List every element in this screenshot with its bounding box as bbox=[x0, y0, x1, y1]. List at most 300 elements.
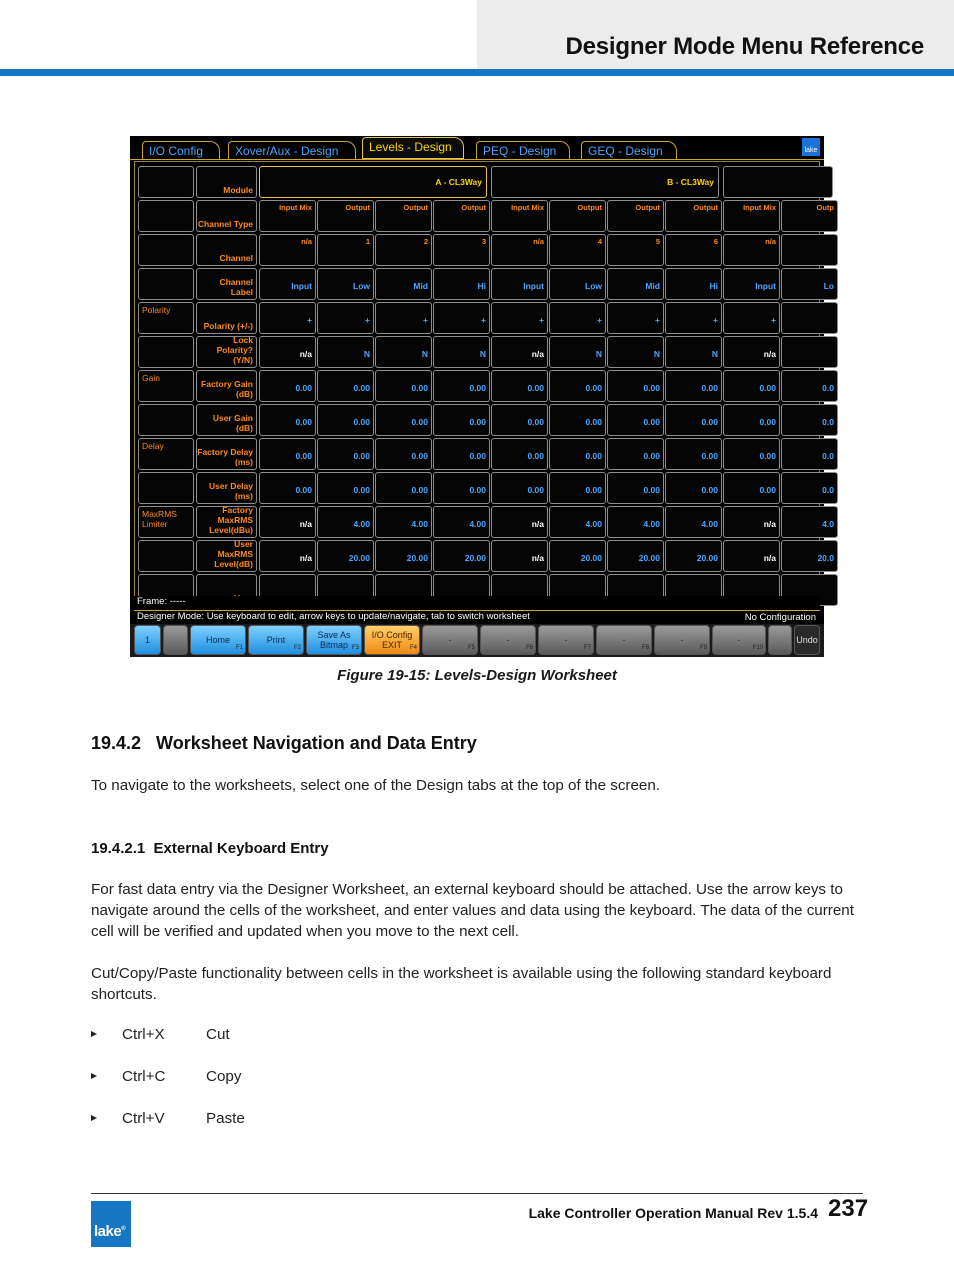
module-name: A - CL3Way bbox=[435, 177, 482, 187]
cell-value: 0.00 bbox=[585, 451, 602, 461]
cell-value: 20.00 bbox=[580, 553, 602, 563]
cell-value: 4.00 bbox=[411, 519, 428, 529]
category-label: MaxRMS Limiter bbox=[142, 509, 177, 529]
cell-value: 0.00 bbox=[759, 485, 776, 495]
function-key-number: F7 bbox=[583, 645, 591, 651]
worksheet-cell[interactable] bbox=[375, 336, 432, 368]
cell-value: n/a bbox=[299, 349, 312, 359]
worksheet-cell[interactable] bbox=[375, 234, 432, 266]
worksheet-cell[interactable] bbox=[375, 302, 432, 334]
cell-value: Outp bbox=[816, 203, 834, 212]
cell-value: 0.00 bbox=[585, 417, 602, 427]
cell-value: Input bbox=[291, 281, 312, 291]
cell-value: + bbox=[365, 315, 370, 325]
worksheet-cell[interactable] bbox=[781, 540, 838, 572]
cell-value: + bbox=[423, 315, 428, 325]
cell-value: n/a bbox=[763, 519, 776, 529]
cell-value: 4.00 bbox=[643, 519, 660, 529]
cell-value: 0.00 bbox=[295, 383, 312, 393]
cell-value: N bbox=[421, 349, 428, 359]
worksheet-cell[interactable] bbox=[723, 302, 780, 334]
row-label-cell bbox=[196, 404, 257, 436]
worksheet-cell[interactable] bbox=[375, 472, 432, 504]
cell-value: 0.00 bbox=[469, 383, 486, 393]
worksheet-cell[interactable] bbox=[549, 438, 606, 470]
worksheet-cell[interactable] bbox=[259, 336, 316, 368]
row-label-cell bbox=[196, 234, 257, 266]
function-key-number: F5 bbox=[467, 645, 475, 651]
worksheet-cell[interactable] bbox=[549, 404, 606, 436]
function-key-number: F1 bbox=[235, 645, 243, 651]
worksheet-cell[interactable] bbox=[433, 404, 490, 436]
worksheet-cell[interactable] bbox=[665, 302, 722, 334]
worksheet-cell[interactable] bbox=[723, 404, 780, 436]
module-header-c bbox=[723, 166, 833, 198]
worksheet-cell[interactable] bbox=[723, 506, 780, 538]
worksheet-cell[interactable] bbox=[259, 438, 316, 470]
worksheet-cell[interactable] bbox=[317, 234, 374, 266]
worksheet-cell[interactable] bbox=[433, 268, 490, 300]
cell-value: n/a bbox=[531, 349, 544, 359]
cell-value: 0.00 bbox=[469, 417, 486, 427]
footer-rule bbox=[91, 1193, 863, 1194]
cell-value: 20.00 bbox=[464, 553, 486, 563]
function-key-f2[interactable] bbox=[248, 625, 304, 655]
tab-xover-aux-design[interactable]: Xover/Aux - Design bbox=[228, 141, 356, 159]
worksheet-cell[interactable] bbox=[665, 370, 722, 402]
status-bar bbox=[134, 610, 820, 623]
cell-value: 3 bbox=[481, 237, 486, 246]
worksheet-cell[interactable] bbox=[317, 370, 374, 402]
worksheet-cell[interactable] bbox=[781, 472, 838, 504]
cell-value: n/a bbox=[533, 237, 544, 246]
worksheet-cell[interactable] bbox=[781, 438, 838, 470]
worksheet-cell[interactable] bbox=[317, 336, 374, 368]
cell-value: Lo bbox=[823, 281, 834, 291]
cell-value: 0.00 bbox=[759, 451, 776, 461]
cell-value: 4.00 bbox=[585, 519, 602, 529]
function-key-number: F4 bbox=[409, 645, 417, 651]
footer-manual-title: Lake Controller Operation Manual Rev 1.5.4 bbox=[528, 1205, 818, 1221]
cell-value: Output bbox=[345, 203, 370, 212]
function-key-f4[interactable] bbox=[364, 625, 420, 655]
worksheet-cell[interactable] bbox=[491, 404, 548, 436]
cell-value: 0.0 bbox=[822, 451, 834, 461]
frame-readout: Frame: ----- bbox=[134, 596, 820, 610]
cell-value: 0.00 bbox=[295, 417, 312, 427]
function-key-label: Save As Bitmap bbox=[317, 630, 351, 650]
worksheet-cell[interactable] bbox=[375, 506, 432, 538]
shortcut-key: Ctrl+V bbox=[122, 1110, 165, 1127]
cell-value: 0.00 bbox=[295, 485, 312, 495]
category-cell bbox=[138, 166, 194, 198]
cell-value: Mid bbox=[413, 281, 428, 291]
function-key-label: Undo bbox=[796, 635, 818, 645]
row-label-cell bbox=[196, 200, 257, 232]
worksheet-cell[interactable] bbox=[723, 234, 780, 266]
cell-value: 1 bbox=[365, 237, 370, 246]
worksheet-cell[interactable] bbox=[607, 268, 664, 300]
cell-value: 0.00 bbox=[411, 417, 428, 427]
function-key-label: - bbox=[448, 635, 452, 645]
worksheet-cell[interactable] bbox=[549, 234, 606, 266]
page-header-title: Designer Mode Menu Reference bbox=[565, 33, 924, 60]
worksheet-cell[interactable] bbox=[433, 336, 490, 368]
cell-value: 0.0 bbox=[822, 485, 834, 495]
worksheet-cell[interactable] bbox=[665, 404, 722, 436]
worksheet-cell[interactable] bbox=[549, 336, 606, 368]
cell-value: Output bbox=[693, 203, 718, 212]
tab-levels-design[interactable]: Levels - Design bbox=[362, 137, 464, 159]
cell-value: + bbox=[713, 315, 718, 325]
worksheet-cell[interactable] bbox=[607, 200, 664, 232]
cell-value: 4 bbox=[597, 237, 602, 246]
cell-value: 0.00 bbox=[527, 485, 544, 495]
worksheet-cell[interactable] bbox=[259, 404, 316, 436]
worksheet-cell[interactable] bbox=[375, 438, 432, 470]
worksheet-cell[interactable] bbox=[781, 268, 838, 300]
worksheet-cell[interactable] bbox=[549, 200, 606, 232]
function-key-label: - bbox=[622, 635, 626, 645]
worksheet-cell[interactable] bbox=[433, 540, 490, 572]
function-key-extra-0[interactable] bbox=[134, 625, 161, 655]
cell-value: 0.00 bbox=[701, 383, 718, 393]
function-key-bar bbox=[130, 624, 824, 657]
cell-value: n/a bbox=[301, 237, 312, 246]
cell-value: Hi bbox=[709, 281, 718, 291]
cell-value: 4.00 bbox=[353, 519, 370, 529]
worksheet-cell[interactable] bbox=[723, 370, 780, 402]
worksheet-cell[interactable] bbox=[607, 336, 664, 368]
worksheet-cell[interactable] bbox=[433, 506, 490, 538]
bullet-icon bbox=[91, 1115, 97, 1121]
cell-value: 4.00 bbox=[701, 519, 718, 529]
category-cell bbox=[138, 336, 194, 368]
worksheet-cell[interactable] bbox=[375, 200, 432, 232]
row-label: Factory Delay (ms) bbox=[197, 447, 253, 467]
lake-logo: lake® bbox=[91, 1201, 131, 1247]
category-cell bbox=[138, 404, 194, 436]
cell-value: 0.00 bbox=[759, 417, 776, 427]
category-cell bbox=[138, 370, 194, 402]
cell-value: Input Mix bbox=[511, 203, 544, 212]
function-key-f7[interactable] bbox=[538, 625, 594, 655]
worksheet-cell[interactable] bbox=[317, 200, 374, 232]
row-label: Channel bbox=[219, 253, 253, 263]
function-key-f5[interactable] bbox=[422, 625, 478, 655]
row-label: Channel Label bbox=[219, 277, 253, 297]
module-name: B - CL3Way bbox=[667, 177, 714, 187]
function-key-number: F3 bbox=[351, 645, 359, 651]
worksheet-cell[interactable] bbox=[317, 506, 374, 538]
row-label: Module bbox=[223, 185, 253, 195]
worksheet-cell[interactable] bbox=[665, 540, 722, 572]
worksheet-cell[interactable] bbox=[723, 438, 780, 470]
worksheet-cell[interactable] bbox=[491, 336, 548, 368]
status-text: Designer Mode: Use keyboard to edit, arrow keys to update/navigate, tab to switch worksheet bbox=[137, 611, 530, 622]
tab-io-config[interactable]: I/O Config bbox=[142, 141, 220, 159]
worksheet-cell[interactable] bbox=[375, 268, 432, 300]
function-key-label bbox=[769, 626, 791, 635]
worksheet-cell[interactable] bbox=[781, 370, 838, 402]
function-key-extra-1[interactable] bbox=[163, 625, 188, 655]
row-label: Channel Type bbox=[197, 219, 253, 229]
worksheet-cell[interactable] bbox=[723, 268, 780, 300]
function-key-label: - bbox=[564, 635, 568, 645]
row-label-cell bbox=[196, 472, 257, 504]
function-key-number: F6 bbox=[525, 645, 533, 651]
function-key-f9[interactable] bbox=[654, 625, 710, 655]
worksheet-cell[interactable] bbox=[317, 472, 374, 504]
module-header-b bbox=[491, 166, 719, 198]
worksheet-cell[interactable] bbox=[259, 200, 316, 232]
worksheet-cell[interactable] bbox=[723, 336, 780, 368]
function-key-extra-12[interactable] bbox=[768, 625, 792, 655]
worksheet-cell[interactable] bbox=[549, 370, 606, 402]
worksheet-cell[interactable] bbox=[491, 472, 548, 504]
worksheet-cell[interactable] bbox=[781, 200, 838, 232]
worksheet-cell[interactable] bbox=[259, 472, 316, 504]
worksheet-cell[interactable] bbox=[491, 234, 548, 266]
cell-value: Input Mix bbox=[743, 203, 776, 212]
worksheet-cell[interactable] bbox=[607, 234, 664, 266]
function-key-f8[interactable] bbox=[596, 625, 652, 655]
worksheet-cell[interactable] bbox=[259, 506, 316, 538]
cell-value: 0.00 bbox=[759, 383, 776, 393]
function-key-label: 1 bbox=[144, 635, 150, 645]
shortcut-key: Ctrl+C bbox=[122, 1068, 166, 1085]
row-label: Factory MaxRMS Level(dBu) bbox=[209, 505, 253, 535]
worksheet-cell[interactable] bbox=[433, 200, 490, 232]
function-key-label: - bbox=[737, 635, 741, 645]
worksheet-cell[interactable] bbox=[491, 370, 548, 402]
category-cell bbox=[138, 506, 194, 538]
worksheet-cell[interactable] bbox=[549, 268, 606, 300]
worksheet-cell[interactable] bbox=[607, 438, 664, 470]
cell-value: + bbox=[307, 315, 312, 325]
category-cell bbox=[138, 540, 194, 572]
bullet-icon bbox=[91, 1031, 97, 1037]
function-key-number: F2 bbox=[293, 645, 301, 651]
worksheet-cell[interactable] bbox=[317, 302, 374, 334]
cell-value: 0.0 bbox=[822, 383, 834, 393]
worksheet-cell[interactable] bbox=[607, 404, 664, 436]
module-header-a bbox=[259, 166, 487, 198]
category-cell bbox=[138, 234, 194, 266]
worksheet-cell[interactable] bbox=[665, 472, 722, 504]
worksheet-cell[interactable] bbox=[665, 268, 722, 300]
worksheet-cell[interactable] bbox=[259, 302, 316, 334]
worksheet-tab-bar bbox=[130, 136, 824, 160]
worksheet-cell[interactable] bbox=[781, 302, 838, 334]
worksheet-cell[interactable] bbox=[549, 540, 606, 572]
worksheet-cell[interactable] bbox=[433, 472, 490, 504]
cell-value: Output bbox=[635, 203, 660, 212]
worksheet-cell[interactable] bbox=[607, 370, 664, 402]
cell-value: Input bbox=[755, 281, 776, 291]
tab-geq-design[interactable]: GEQ - Design bbox=[581, 141, 677, 159]
worksheet-cell[interactable] bbox=[665, 200, 722, 232]
worksheet-cell[interactable] bbox=[665, 506, 722, 538]
worksheet-cell[interactable] bbox=[491, 200, 548, 232]
row-label-cell bbox=[196, 268, 257, 300]
function-key-number: F9 bbox=[699, 645, 707, 651]
cell-value: Low bbox=[585, 281, 602, 291]
worksheet-cell[interactable] bbox=[723, 200, 780, 232]
worksheet-cell[interactable] bbox=[549, 302, 606, 334]
worksheet-cell[interactable] bbox=[491, 302, 548, 334]
section-heading: 19.4.2 Worksheet Navigation and Data Entry bbox=[91, 733, 477, 753]
lake-logo-text: lake bbox=[94, 1223, 122, 1240]
row-label-cell bbox=[196, 166, 257, 198]
category-cell bbox=[138, 268, 194, 300]
shortcut-action: Copy bbox=[206, 1068, 242, 1085]
worksheet-cell[interactable] bbox=[375, 540, 432, 572]
cell-value: 2 bbox=[423, 237, 428, 246]
cell-value: N bbox=[595, 349, 602, 359]
cell-value: Output bbox=[403, 203, 428, 212]
worksheet-cell[interactable] bbox=[665, 336, 722, 368]
cell-value: n/a bbox=[299, 519, 312, 529]
function-key-label: - bbox=[506, 635, 510, 645]
lake-logo-icon: lake bbox=[802, 138, 820, 156]
worksheet-cell[interactable] bbox=[491, 438, 548, 470]
worksheet-cell[interactable] bbox=[607, 540, 664, 572]
cell-value: 0.00 bbox=[353, 383, 370, 393]
tab-underline bbox=[130, 159, 824, 160]
cell-value: + bbox=[597, 315, 602, 325]
worksheet-cell[interactable] bbox=[433, 234, 490, 266]
worksheet-cell[interactable] bbox=[433, 370, 490, 402]
worksheet-cell[interactable] bbox=[375, 404, 432, 436]
cell-value: 0.00 bbox=[295, 451, 312, 461]
worksheet-cell[interactable] bbox=[433, 302, 490, 334]
category-cell bbox=[138, 302, 194, 334]
cell-value: N bbox=[479, 349, 486, 359]
cell-value: 20.00 bbox=[348, 553, 370, 563]
cell-value: + bbox=[655, 315, 660, 325]
worksheet-cell[interactable] bbox=[607, 302, 664, 334]
row-label: Lock Polarity? (Y/N) bbox=[216, 335, 253, 365]
category-cell bbox=[138, 200, 194, 232]
category-label: Polarity bbox=[142, 305, 171, 315]
worksheet-cell[interactable] bbox=[665, 438, 722, 470]
worksheet-cell[interactable] bbox=[549, 472, 606, 504]
worksheet-cell[interactable] bbox=[491, 540, 548, 572]
cell-value: 20.00 bbox=[638, 553, 660, 563]
worksheet-cell[interactable] bbox=[723, 472, 780, 504]
levels-design-screenshot bbox=[130, 136, 834, 657]
cut-copy-paste-paragraph: Cut/Copy/Paste functionality between cells in the worksheet is available using the following standard keyboard shortcuts. bbox=[91, 965, 832, 1003]
cell-value: 4.00 bbox=[469, 519, 486, 529]
worksheet-cell[interactable] bbox=[433, 438, 490, 470]
worksheet-cell[interactable] bbox=[259, 234, 316, 266]
cell-value: Output bbox=[577, 203, 602, 212]
shortcut-action: Paste bbox=[206, 1110, 245, 1127]
function-key-number: F8 bbox=[641, 645, 649, 651]
cell-value: + bbox=[481, 315, 486, 325]
worksheet-cell[interactable] bbox=[375, 370, 432, 402]
worksheet-cell[interactable] bbox=[317, 540, 374, 572]
cell-value: 0.00 bbox=[411, 485, 428, 495]
bullet-icon bbox=[91, 1073, 97, 1079]
shortcut-action: Cut bbox=[206, 1026, 230, 1043]
worksheet-cell[interactable] bbox=[259, 540, 316, 572]
worksheet-cell[interactable] bbox=[781, 404, 838, 436]
row-label-cell bbox=[196, 506, 257, 538]
worksheet-cell[interactable] bbox=[607, 506, 664, 538]
keyboard-entry-paragraph: For fast data entry via the Designer Worksheet, an external keyboard should be attached. Use the arrow keys to navigate around the cells of the worksheet, and enter values and data using the keyboard. The data of the current cell will be verified and updated when you move to the next cell. bbox=[91, 881, 854, 940]
cell-value: Input bbox=[523, 281, 544, 291]
tab-peq-design[interactable]: PEQ - Design bbox=[476, 141, 570, 159]
cell-value: Low bbox=[353, 281, 370, 291]
function-key-f3[interactable] bbox=[306, 625, 362, 655]
function-key-label: Print bbox=[266, 635, 286, 645]
worksheet-cell[interactable] bbox=[491, 268, 548, 300]
subsection-heading: 19.4.2.1 External Keyboard Entry bbox=[91, 840, 329, 857]
cell-value: 20.00 bbox=[696, 553, 718, 563]
cell-value: n/a bbox=[531, 553, 544, 563]
cell-value: 0.00 bbox=[701, 485, 718, 495]
cell-value: 0.00 bbox=[643, 451, 660, 461]
function-key-label bbox=[164, 626, 187, 635]
function-key-extra-13[interactable] bbox=[794, 625, 820, 655]
cell-value: 0.00 bbox=[353, 417, 370, 427]
worksheet-cell[interactable] bbox=[607, 472, 664, 504]
function-key-f1[interactable] bbox=[190, 625, 246, 655]
worksheet-cell[interactable] bbox=[665, 234, 722, 266]
function-key-f6[interactable] bbox=[480, 625, 536, 655]
cell-value: 0.00 bbox=[701, 417, 718, 427]
worksheet-cell[interactable] bbox=[781, 234, 838, 266]
function-key-number: F10 bbox=[752, 645, 763, 651]
worksheet-cell[interactable] bbox=[723, 540, 780, 572]
category-label: Delay bbox=[142, 441, 164, 451]
worksheet-cell[interactable] bbox=[781, 336, 838, 368]
cell-value: 0.00 bbox=[353, 451, 370, 461]
cell-value: 0.00 bbox=[643, 417, 660, 427]
cell-value: n/a bbox=[765, 237, 776, 246]
worksheet-cell[interactable] bbox=[549, 506, 606, 538]
row-label: Factory Gain (dB) bbox=[201, 379, 253, 399]
worksheet-cell[interactable] bbox=[259, 370, 316, 402]
category-cell bbox=[138, 438, 194, 470]
cell-value: 0.00 bbox=[585, 383, 602, 393]
worksheet-cell[interactable] bbox=[317, 438, 374, 470]
cell-value: 0.00 bbox=[643, 485, 660, 495]
levels-worksheet-grid bbox=[134, 161, 834, 609]
cell-value: 0.0 bbox=[822, 417, 834, 427]
function-key-f10[interactable] bbox=[712, 625, 766, 655]
cell-value: Output bbox=[461, 203, 486, 212]
cell-value: Hi bbox=[477, 281, 486, 291]
function-key-label: - bbox=[680, 635, 684, 645]
row-label-cell bbox=[196, 540, 257, 572]
cell-value: N bbox=[711, 349, 718, 359]
function-key-label: Home bbox=[205, 635, 230, 645]
cell-value: n/a bbox=[299, 553, 312, 563]
cell-value: 0.00 bbox=[701, 451, 718, 461]
worksheet-cell[interactable] bbox=[781, 506, 838, 538]
cell-value: n/a bbox=[763, 553, 776, 563]
worksheet-cell[interactable] bbox=[317, 404, 374, 436]
worksheet-cell[interactable] bbox=[317, 268, 374, 300]
worksheet-cell[interactable] bbox=[491, 506, 548, 538]
intro-paragraph: To navigate to the worksheets, select one of the Design tabs at the top of the screen. bbox=[91, 777, 661, 794]
worksheet-cell[interactable] bbox=[259, 268, 316, 300]
row-label-cell bbox=[196, 438, 257, 470]
row-label-cell bbox=[196, 336, 257, 368]
